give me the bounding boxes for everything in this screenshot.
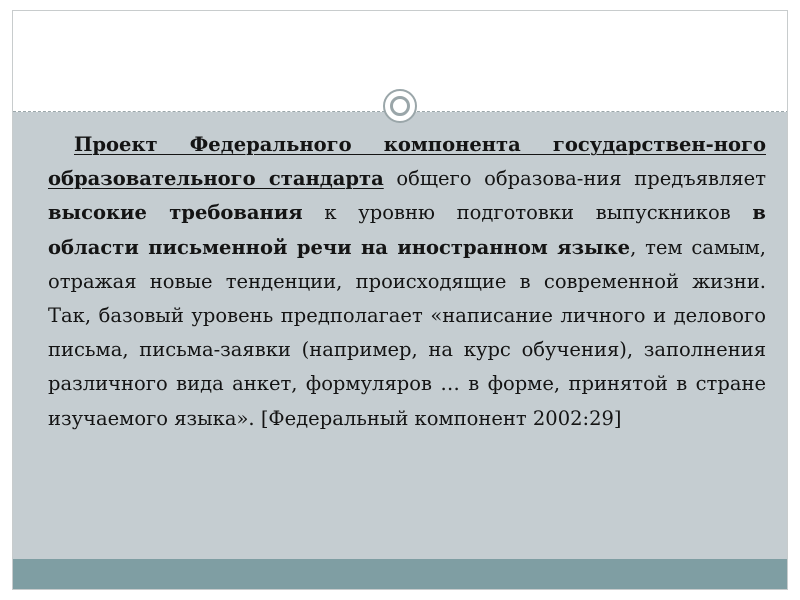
inner-circle-icon — [390, 96, 410, 116]
written-speech-text: в области письменной речи на иностранном языке — [48, 201, 766, 259]
paragraph-text-2: к уровню подготовки выпускников — [302, 201, 753, 225]
paragraph-text-3: , тем самым, отражая новые тенденции, происходящие в современной жизни. Так, базовый уровень предполагает «написание личного и делового письма, письма-заявки (например, на курс обучения), заполнения различного вида анкет, формуляров … в форме, принятой в стране изучаемого языка». [Федеральный компонент 2002:29] — [48, 235, 766, 430]
double-circle-icon — [383, 89, 417, 123]
body-paragraph — [48, 128, 766, 436]
high-requirements-text: высокие требования — [48, 201, 303, 225]
project-title-text: Проект Федерального компонента государствен-ного образовательного стандарта — [48, 133, 766, 191]
paragraph-text-1: общего образова-ния предъявляет — [383, 167, 766, 191]
bottom-band — [13, 559, 788, 590]
